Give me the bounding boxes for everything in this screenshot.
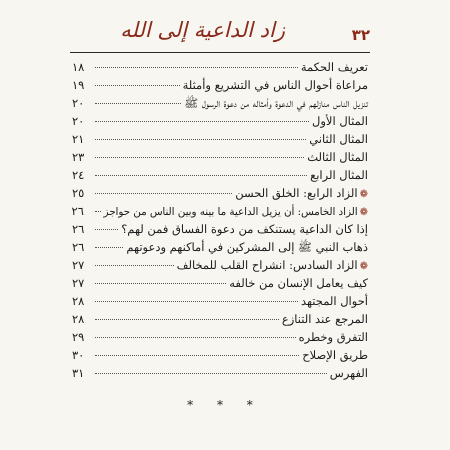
dot-leader xyxy=(95,337,296,338)
toc-entry xyxy=(72,256,368,274)
toc-entry-title: ذهاب النبي ﷺ إلى المشركين في أماكنهم ودعوتهم xyxy=(126,240,368,254)
dot-leader xyxy=(95,175,307,176)
toc-entry-page: ٢٠ xyxy=(72,96,85,110)
toc-entry-page: ٢٣ xyxy=(72,150,85,164)
dot-leader xyxy=(95,373,327,374)
toc-entry-page: ٢٠ xyxy=(72,114,85,128)
dot-leader xyxy=(95,319,279,320)
toc-entry xyxy=(72,274,368,292)
dot-leader xyxy=(95,247,123,248)
toc-entry-title: كيف يعامل الإنسان من خالفه xyxy=(229,276,368,290)
flower-bullet-icon: ❁ xyxy=(359,189,368,200)
toc-entry-page: ٢١ xyxy=(72,132,85,146)
toc-entry-title: المثال الثاني xyxy=(309,132,368,146)
toc-entry xyxy=(72,94,368,112)
toc-entry-page: ٢٨ xyxy=(72,294,85,308)
toc-entry-title: تنزيل الناس منازلهم في الدعوة وأمثاله من دعوة الرسول ﷺ xyxy=(184,96,368,110)
toc-entry-page: ٢٤ xyxy=(72,168,85,182)
toc-entry xyxy=(72,184,368,202)
toc-entry-page: ٢٦ xyxy=(71,204,84,218)
dot-leader xyxy=(95,265,174,266)
toc-entry-title: إذا كان الداعية يستنكف من دعوة الفساق فمن لهم؟ xyxy=(121,222,368,236)
flower-bullet-icon: ❁ xyxy=(359,207,368,218)
toc-entry-title: الزاد الرابع: الخلق الحسن xyxy=(235,186,358,200)
toc-entry xyxy=(72,238,368,256)
dot-leader xyxy=(95,121,309,122)
toc-entry xyxy=(72,76,368,94)
toc-entry-title: المثال الأول xyxy=(312,114,368,128)
dot-leader xyxy=(95,67,298,68)
toc-entry xyxy=(72,328,368,346)
toc-entry-title: المثال الثالث xyxy=(307,150,368,164)
toc-entry xyxy=(72,166,368,184)
toc-entry-page: ٢٦ xyxy=(72,240,85,254)
toc-entry xyxy=(72,220,368,238)
toc-entry xyxy=(72,346,368,364)
dot-leader xyxy=(95,229,118,230)
dot-leader xyxy=(95,157,304,158)
table-of-contents xyxy=(72,58,368,382)
toc-entry xyxy=(72,292,368,310)
toc-entry-title: مراعاة أحوال الناس في التشريع وأمثلة xyxy=(182,78,368,92)
toc-entry-title: الزاد السادس: انشراح القلب للمخالف xyxy=(176,258,358,272)
toc-entry-title: طريق الإصلاح xyxy=(302,348,368,362)
toc-entry-page: ٢٧ xyxy=(72,276,85,290)
end-ornament: * * * xyxy=(187,398,263,412)
toc-entry xyxy=(72,58,368,76)
book-title: زاد الداعية إلى الله xyxy=(120,18,285,42)
page-number: ٣٢ xyxy=(351,26,370,44)
toc-entry-page: ٣٠ xyxy=(72,348,85,362)
toc-entry-page: ٢٨ xyxy=(72,312,85,326)
toc-entry xyxy=(72,112,368,130)
toc-entry-title: المثال الرابع xyxy=(310,168,368,182)
toc-entry-page: ٢٦ xyxy=(72,222,85,236)
toc-entry-page: ١٨ xyxy=(72,60,85,74)
toc-entry xyxy=(72,148,368,166)
toc-entry xyxy=(72,310,368,328)
toc-entry xyxy=(72,202,368,220)
dot-leader xyxy=(95,193,232,194)
dot-leader xyxy=(95,85,180,86)
dot-leader xyxy=(95,355,299,356)
dot-leader xyxy=(95,283,226,284)
toc-entry xyxy=(72,364,368,382)
dot-leader xyxy=(95,301,298,302)
toc-entry-title: المرجع عند التنازع xyxy=(281,312,368,326)
page-header xyxy=(70,18,370,53)
dot-leader xyxy=(95,103,181,104)
toc-entry-page: ٢٧ xyxy=(72,258,85,272)
dot-leader xyxy=(95,211,101,212)
toc-entry-title: الفهرس xyxy=(329,366,368,380)
toc-entry xyxy=(72,130,368,148)
dot-leader xyxy=(95,139,306,140)
toc-entry-title: تعريف الحكمة xyxy=(300,60,368,74)
toc-entry-page: ٢٥ xyxy=(72,186,85,200)
toc-entry-page: ١٩ xyxy=(72,78,85,92)
toc-entry-title: الزاد الخامس: أن يزيل الداعية ما بينه وبين الناس من حواجز xyxy=(103,206,358,218)
toc-entry-title: أحوال المجتهد xyxy=(300,294,368,308)
toc-entry-page: ٢٩ xyxy=(72,330,85,344)
flower-bullet-icon: ❁ xyxy=(359,261,368,272)
toc-entry-title: التفرق وخطره xyxy=(298,330,368,344)
toc-entry-page: ٣١ xyxy=(72,366,85,380)
